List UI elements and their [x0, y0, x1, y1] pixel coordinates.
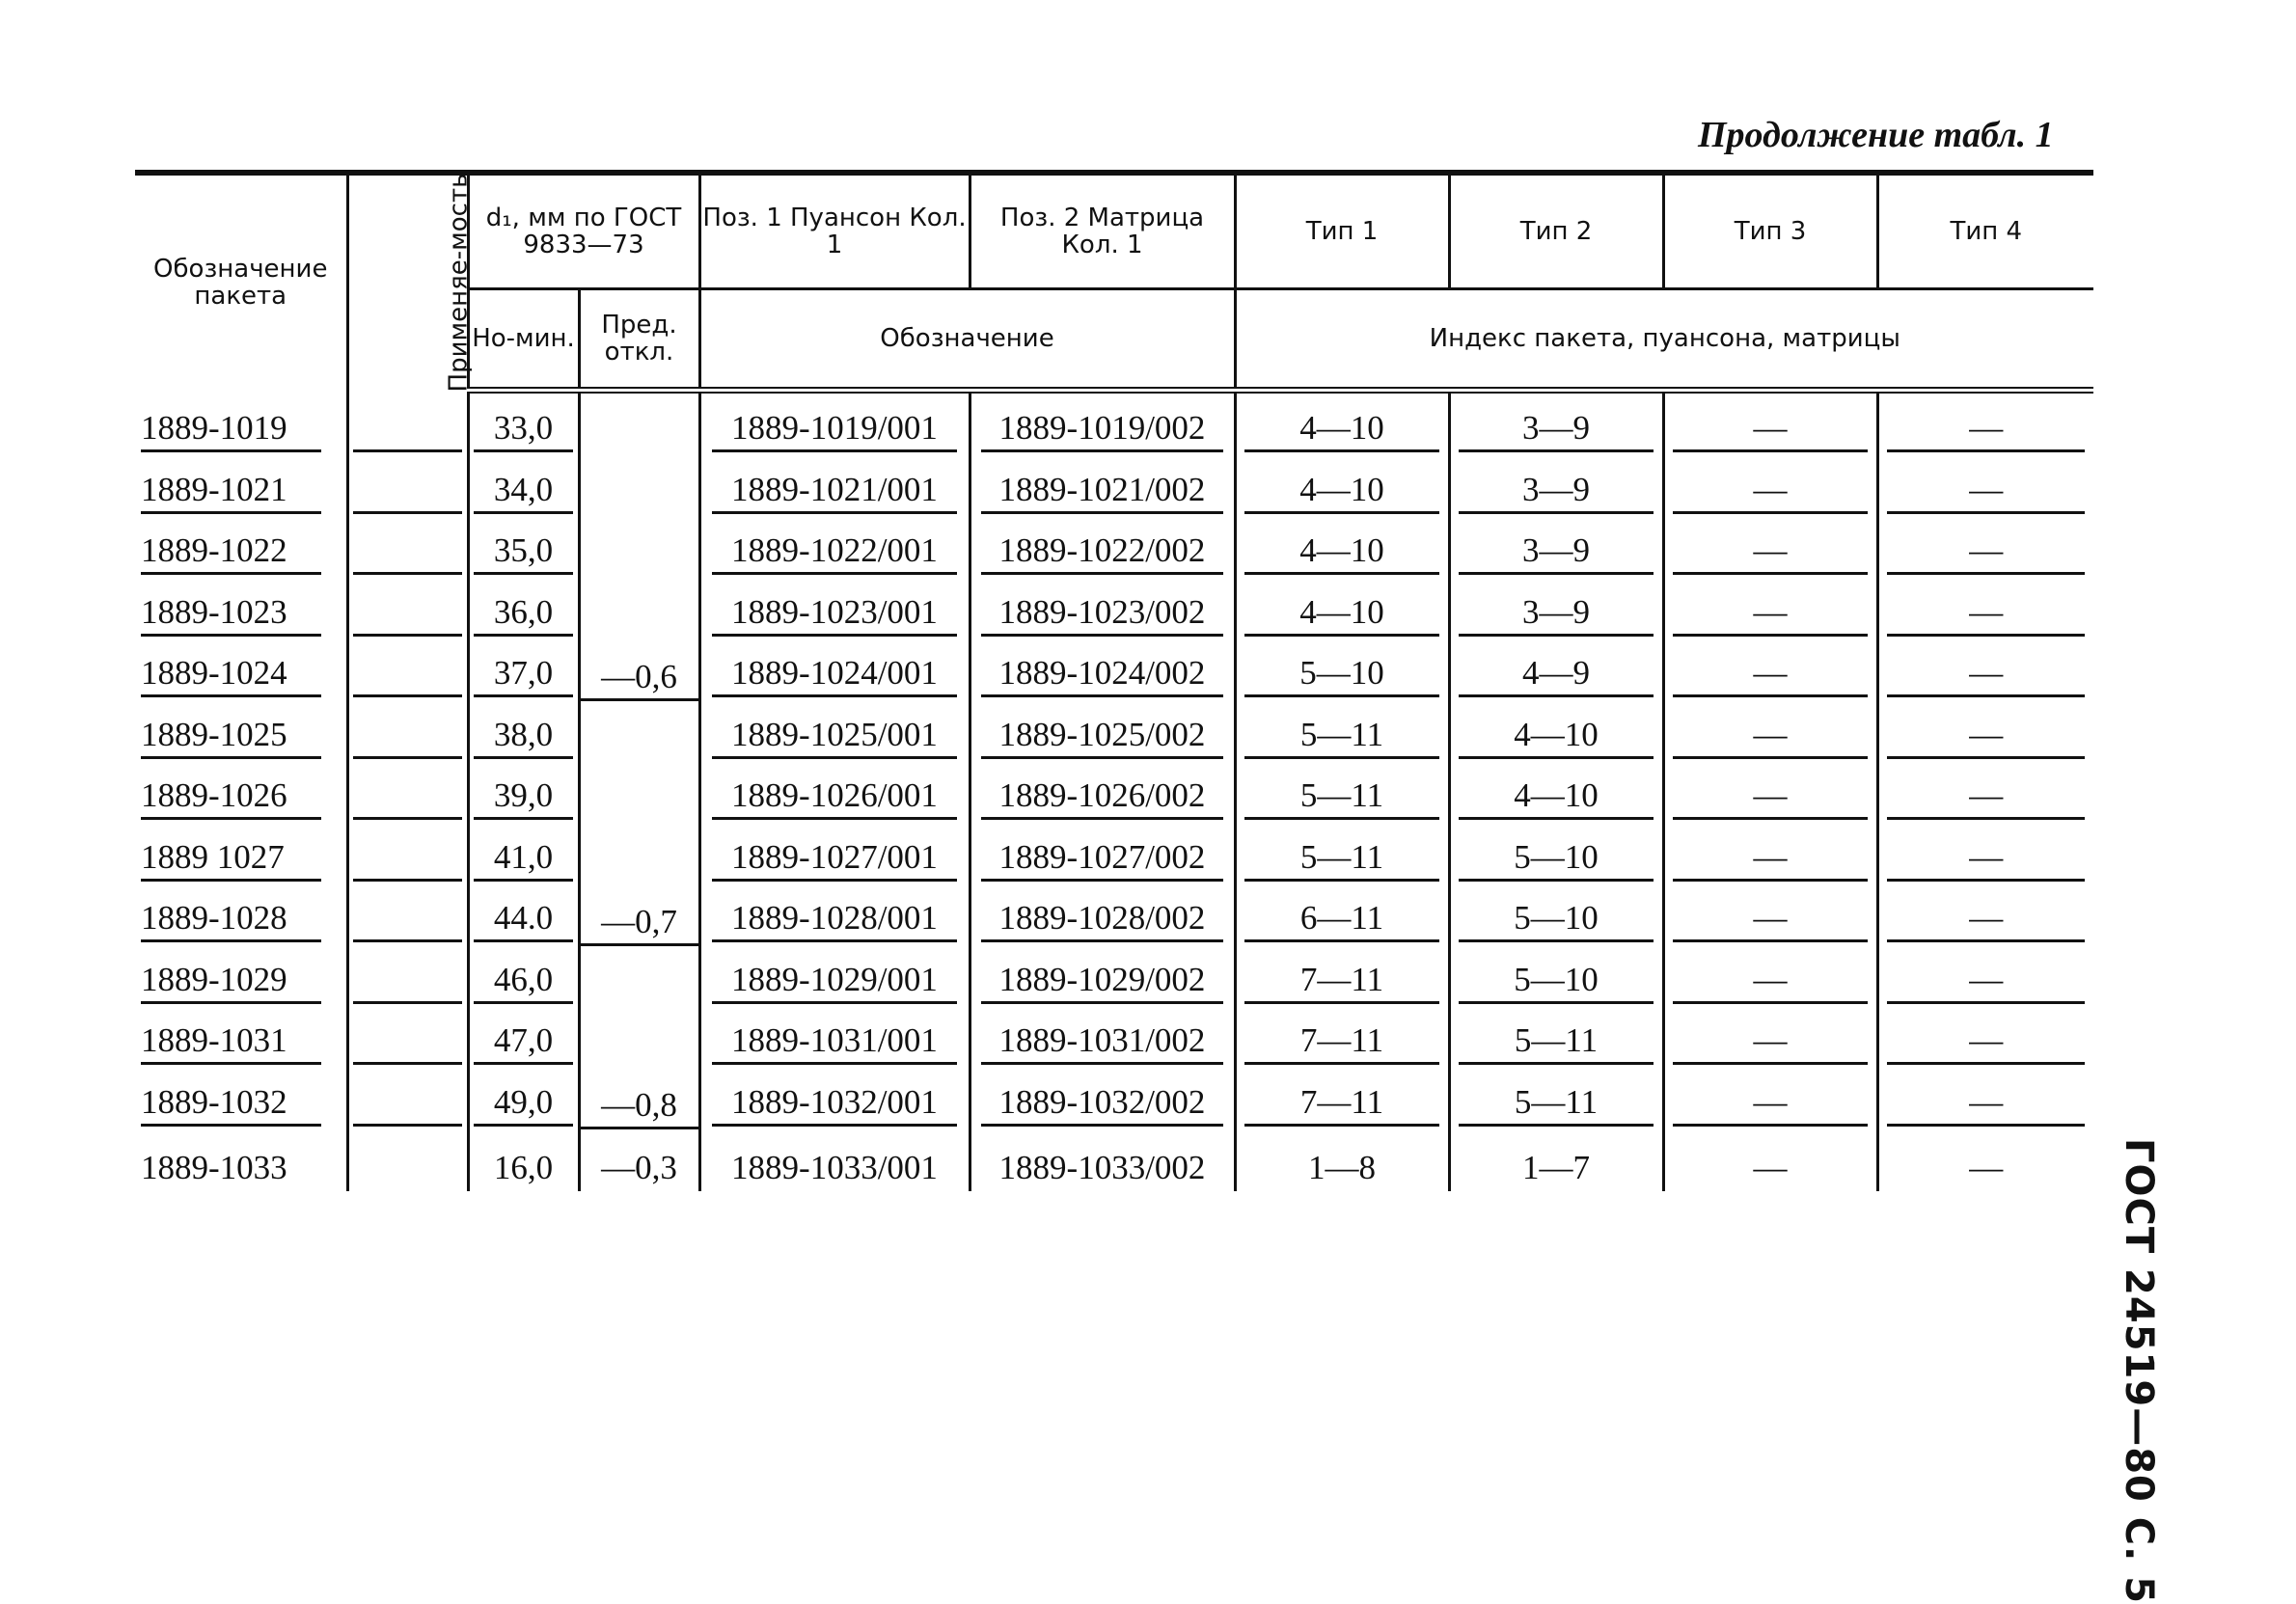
- die-cell: 1889-1033/002: [998, 1148, 1206, 1186]
- type4-cell: —: [1887, 776, 2085, 820]
- header-nominal: Но-мин.: [468, 288, 579, 390]
- punch-cell: 1889-1022/001: [712, 531, 958, 575]
- die-cell: 1889-1027/002: [981, 838, 1222, 882]
- die-cell: 1889-1019/002: [981, 409, 1222, 452]
- punch-cell: 1889-1031/001: [712, 1021, 958, 1065]
- applicability-cell: [353, 838, 461, 882]
- table-row: [135, 884, 2093, 945]
- die-cell: 1889-1021/002: [981, 471, 1222, 514]
- nominal-cell: 35,0: [474, 531, 573, 575]
- package-id: 1889-1032: [141, 1083, 321, 1127]
- type4-cell: —: [1969, 1148, 2004, 1186]
- nominal-cell: 37,0: [474, 654, 573, 697]
- nominal-cell: 47,0: [474, 1021, 573, 1065]
- table-row: [135, 1006, 2093, 1068]
- die-cell: 1889-1032/002: [981, 1083, 1222, 1127]
- applicability-cell: [353, 961, 461, 1004]
- type1-cell: 5—11: [1244, 838, 1438, 882]
- type4-cell: —: [1887, 1021, 2085, 1065]
- type3-cell: —: [1673, 838, 1867, 882]
- type2-cell: 5—11: [1459, 1021, 1653, 1065]
- table-row: [135, 1067, 2093, 1128]
- type2-cell: 5—10: [1459, 838, 1653, 882]
- punch-cell: 1889-1019/001: [712, 409, 958, 452]
- type4-cell: —: [1887, 471, 2085, 514]
- header-designation-2: Обозначение: [699, 288, 1235, 390]
- header-index: Индекс пакета, пуансона, матрицы: [1235, 288, 2093, 390]
- type1-cell: 6—11: [1244, 899, 1438, 942]
- table-row: [135, 822, 2093, 884]
- type4-cell: —: [1887, 531, 2085, 575]
- applicability-cell: [353, 1149, 461, 1189]
- type3-cell: —: [1673, 531, 1867, 575]
- punch-cell: 1889-1026/001: [712, 776, 958, 820]
- punch-cell: 1889-1023/001: [712, 593, 958, 637]
- type2-cell: 3—9: [1459, 409, 1653, 452]
- tolerance-cell: —0,7: [579, 699, 699, 944]
- die-cell: 1889-1025/002: [981, 716, 1222, 759]
- nominal-cell: 44.0: [474, 899, 573, 942]
- type4-cell: —: [1887, 899, 2085, 942]
- punch-cell: 1889-1027/001: [712, 838, 958, 882]
- applicability-cell: [353, 593, 461, 637]
- table-row: [135, 761, 2093, 823]
- type3-cell: —: [1673, 471, 1867, 514]
- punch-cell: 1889-1024/001: [712, 654, 958, 697]
- table-row: [135, 390, 2093, 454]
- type1-cell: 5—11: [1244, 776, 1438, 820]
- package-id: 1889-1023: [141, 593, 321, 637]
- type2-cell: 3—9: [1459, 471, 1653, 514]
- type4-cell: —: [1887, 409, 2085, 452]
- die-cell: 1889-1026/002: [981, 776, 1222, 820]
- die-cell: 1889-1028/002: [981, 899, 1222, 942]
- type1-cell: 5—11: [1244, 716, 1438, 759]
- type1-cell: 7—11: [1244, 961, 1438, 1004]
- header-type4: Тип 4: [1877, 173, 2093, 288]
- package-id: 1889 1027: [141, 838, 321, 882]
- applicability-cell: [353, 716, 461, 759]
- punch-cell: 1889-1029/001: [712, 961, 958, 1004]
- header-pos2: Поз. 2 Матрица Кол. 1: [970, 173, 1235, 288]
- applicability-cell: [353, 776, 461, 820]
- type1-cell: 4—10: [1244, 593, 1438, 637]
- header-applicability: [347, 173, 473, 393]
- applicability-cell: [353, 471, 461, 514]
- type4-cell: —: [1887, 961, 2085, 1004]
- type3-cell: —: [1753, 1148, 1788, 1186]
- type2-cell: 3—9: [1459, 593, 1653, 637]
- applicability-cell: [353, 531, 461, 575]
- header-applicability-text: Применяе-мость: [443, 173, 473, 393]
- table-row: [135, 1128, 2093, 1191]
- type1-cell: 4—10: [1244, 409, 1438, 452]
- tolerance-cell: —0,6: [579, 390, 699, 699]
- table-row: [135, 699, 2093, 761]
- package-id: 1889-1025: [141, 716, 321, 759]
- type2-cell: 4—10: [1459, 716, 1653, 759]
- tolerance-cell: [579, 1128, 699, 1191]
- die-cell: 1889-1031/002: [981, 1021, 1222, 1065]
- type3-cell: —: [1673, 1083, 1867, 1127]
- type1-cell: 1—8: [1308, 1148, 1376, 1186]
- nominal-cell: 46,0: [474, 961, 573, 1004]
- type4-cell: —: [1887, 716, 2085, 759]
- applicability-cell: [353, 654, 461, 697]
- type3-cell: —: [1673, 899, 1867, 942]
- package-id: 1889-1033: [141, 1148, 287, 1186]
- nominal-cell: 34,0: [474, 471, 573, 514]
- package-id: 1889-1024: [141, 654, 321, 697]
- type3-cell: —: [1673, 654, 1867, 697]
- type1-cell: 7—11: [1244, 1083, 1438, 1127]
- type3-cell: —: [1673, 716, 1867, 759]
- header-tolerance: Пред. откл.: [579, 288, 699, 390]
- package-id: 1889-1031: [141, 1021, 321, 1065]
- type4-cell: —: [1887, 654, 2085, 697]
- die-cell: 1889-1024/002: [981, 654, 1222, 697]
- type3-cell: —: [1673, 961, 1867, 1004]
- type2-cell: 5—10: [1459, 961, 1653, 1004]
- die-cell: 1889-1022/002: [981, 531, 1222, 575]
- punch-cell: 1889-1028/001: [712, 899, 958, 942]
- punch-cell: 1889-1021/001: [712, 471, 958, 514]
- table-row: [135, 454, 2093, 516]
- nominal-cell: 38,0: [474, 716, 573, 759]
- package-id: 1889-1029: [141, 961, 321, 1004]
- header-type3: Тип 3: [1663, 173, 1877, 288]
- header-pos1: Поз. 1 Пуансон Кол. 1: [699, 173, 970, 288]
- punch-cell: 1889-1032/001: [712, 1083, 958, 1127]
- type3-cell: —: [1673, 593, 1867, 637]
- tolerance-cell: —0,8: [579, 944, 699, 1128]
- package-id: 1889-1028: [141, 899, 321, 942]
- applicability-cell: [353, 1083, 461, 1127]
- nominal-cell: 33,0: [474, 409, 573, 452]
- punch-cell: 1889-1025/001: [712, 716, 958, 759]
- header-designation: Обозначение пакета: [135, 173, 347, 390]
- type3-cell: —: [1673, 776, 1867, 820]
- type4-cell: —: [1887, 838, 2085, 882]
- type4-cell: —: [1887, 1083, 2085, 1127]
- type1-cell: 4—10: [1244, 531, 1438, 575]
- header-type1: Тип 1: [1235, 173, 1449, 288]
- type1-cell: 5—10: [1244, 654, 1438, 697]
- die-cell: 1889-1023/002: [981, 593, 1222, 637]
- nominal-cell: 39,0: [474, 776, 573, 820]
- applicability-cell: [353, 409, 461, 452]
- header-d1: d₁, мм по ГОСТ 9833—73: [468, 173, 699, 288]
- table-row: [135, 516, 2093, 578]
- punch-cell: 1889-1033/001: [731, 1148, 938, 1186]
- table-caption: Продолжение табл. 1: [1698, 115, 2054, 155]
- nominal-cell: 41,0: [474, 838, 573, 882]
- type2-cell: 5—11: [1459, 1083, 1653, 1127]
- applicability-cell: [353, 899, 461, 942]
- package-id: 1889-1022: [141, 531, 321, 575]
- nominal-cell: 49,0: [474, 1083, 573, 1127]
- die-cell: 1889-1029/002: [981, 961, 1222, 1004]
- table-row: [135, 944, 2093, 1006]
- nominal-cell: 36,0: [474, 593, 573, 637]
- package-table: [135, 170, 2093, 1191]
- package-id: 1889-1026: [141, 776, 321, 820]
- type2-cell: 4—10: [1459, 776, 1653, 820]
- type2-cell: 1—7: [1522, 1148, 1590, 1186]
- type1-cell: 4—10: [1244, 471, 1438, 514]
- type2-cell: 4—9: [1459, 654, 1653, 697]
- table-row: [135, 639, 2093, 700]
- type3-cell: —: [1673, 409, 1867, 452]
- package-id: 1889-1019: [141, 409, 321, 452]
- type4-cell: —: [1887, 593, 2085, 637]
- tolerance-value: —0,3: [601, 1148, 677, 1186]
- type1-cell: 7—11: [1244, 1021, 1438, 1065]
- type2-cell: 5—10: [1459, 899, 1653, 942]
- package-id: 1889-1021: [141, 471, 321, 514]
- page-footer-standard: ГОСТ 24519—80 С. 5: [2117, 1138, 2161, 1604]
- type3-cell: —: [1673, 1021, 1867, 1065]
- type2-cell: 3—9: [1459, 531, 1653, 575]
- nominal-cell: 16,0: [493, 1148, 554, 1186]
- table-row: [135, 577, 2093, 639]
- header-type2: Тип 2: [1449, 173, 1663, 288]
- applicability-cell: [353, 1021, 461, 1065]
